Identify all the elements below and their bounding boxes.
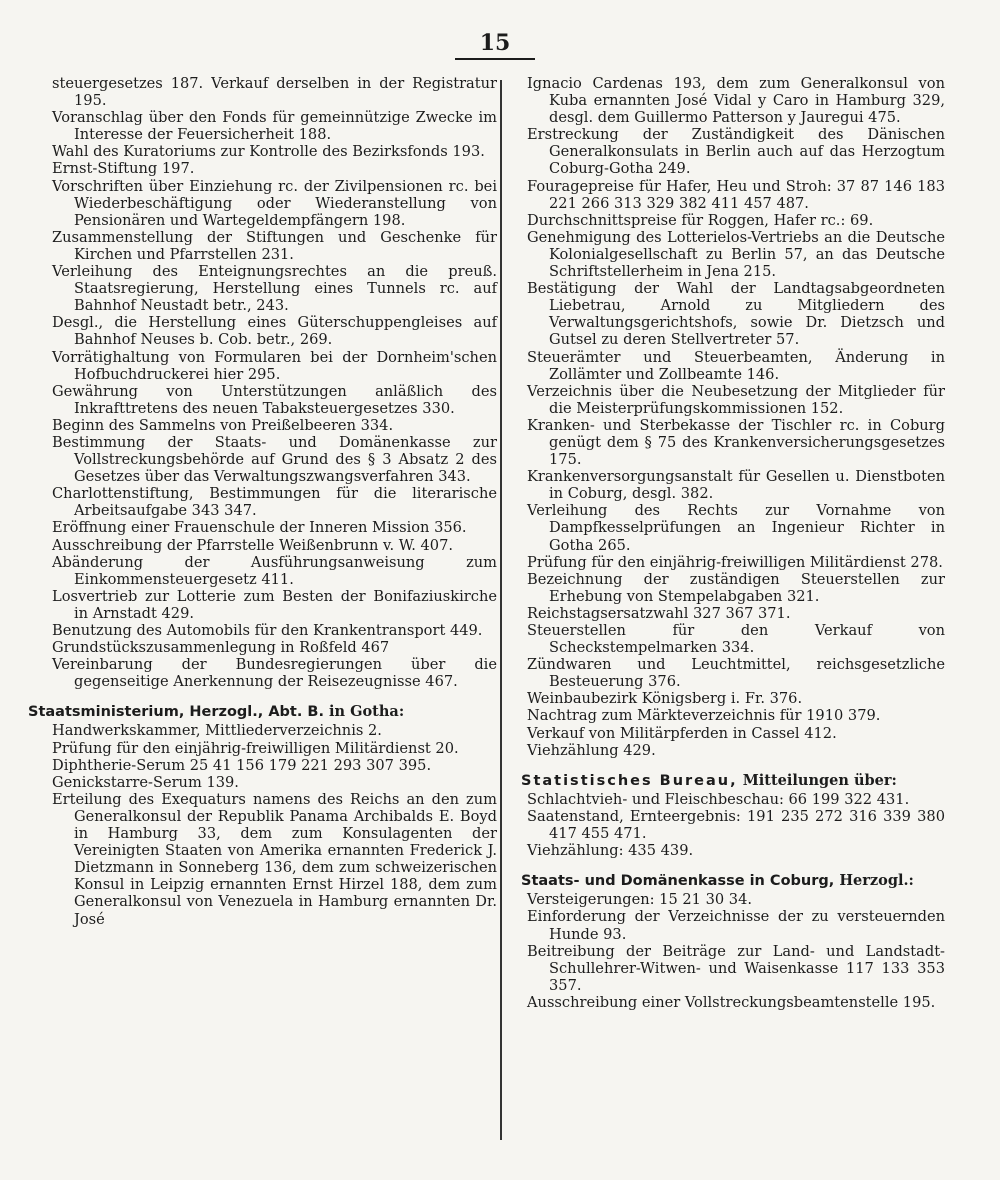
index-entry: Vereinbarung der Bundesregierungen über die gegenseitige Anerkennung der Reisezeugnisse 467. [52,656,497,691]
section-heading-title: Statistisches Bureau, [521,772,738,789]
staatsministerium-entries [52,722,497,927]
index-entry: Steuerstellen für den Verkauf von Scheckstempelmarken 334. [527,622,945,657]
index-entry: steuergesetzes 187. Verkauf derselben in der Registratur 195. [52,75,497,110]
section-heading-suffix: Herzogl.: [839,872,914,890]
staats-und-domaenenkasse-entries [527,891,945,1011]
index-entry: Krankenversorgungsanstalt für Gesellen u. Dienstboten in Coburg, desgl. 382. [527,468,945,503]
index-entry: Verleihung des Enteignungsrechtes an die preuß. Staatsregierung, Herstellung eines Tunnels rc. auf Bahnhof Neustadt betr., 243. [52,263,497,315]
index-entry: Grundstückszusammenlegung in Roßfeld 467 [52,639,390,657]
index-entry: Eröffnung einer Frauenschule der Inneren Mission 356. [52,519,467,537]
index-entry: Benutzung des Automobils für den Krankentransport 449. [52,622,483,639]
index-entry: Verkauf von Militärpferden in Cassel 412. [527,724,837,742]
index-entry: Voranschlag über den Fonds für gemeinnützige Zwecke im Interesse der Feuersicherheit 188. [52,109,497,144]
index-entry: Gewährung von Unterstützungen anläßlich des Inkrafttretens des neuen Tabaksteuergesetzes 330. [52,382,497,417]
right-entries [527,75,945,759]
index-entry: Zündwaren und Leuchtmittel, reichsgesetzliche Besteuerung 376. [527,656,945,691]
section-heading-statistisches-bureau [521,772,945,790]
section-heading-staatsministerium [28,703,497,721]
section-heading-suffix: in Gotha: [329,703,405,721]
index-entry: Ausschreibung der Pfarrstelle Weißenbrunn v. W. 407. [52,536,454,554]
section-heading-title: Staatsministerium, Herzogl., Abt. B. [28,704,324,721]
index-entry: Schlachtvieh- und Fleischbeschau: 66 199 322 431. [527,790,910,808]
index-entry: Prüfung für den einjährig-freiwilligen Militärdienst 278. [527,553,943,571]
page-number: 15 [479,30,511,56]
index-entry: Vorschriften über Einziehung rc. der Zivilpensionen rc. bei Wiederbeschäftigung oder Wiederanstellung von Pensionären und Wartegeldempfängern 198. [52,177,497,229]
index-entry: Ernst-Stiftung 197. [52,160,195,178]
index-entry: Abänderung der Ausführungsanweisung zum Einkommensteuergesetz 411. [52,553,497,588]
index-entry: Ignacio Cardenas 193, dem zum Generalkonsul von Kuba ernannten José Vidal y Caro in Hamburg 329, desgl. dem Guillermo Patterson y Jauregui 475. [527,75,945,127]
statistisches-bureau-entries [527,791,945,859]
index-entry: Prüfung für den einjährig-freiwilligen Militärdienst 20. [52,739,459,757]
index-entry: Losvertrieb zur Lotterie zum Besten der Bonifaziuskirche in Arnstadt 429. [52,587,497,622]
index-entry: Erstreckung der Zuständigkeit des Dänischen Generalkonsulats in Berlin auch auf das Herzogtum Coburg-Gotha 249. [527,126,945,178]
index-entry: Viehzählung 429. [527,741,656,759]
index-entry: Verzeichnis über die Neubesetzung der Mitglieder für die Meisterprüfungskommissionen 152. [527,382,945,417]
index-entry: Erteilung des Exequaturs namens des Reichs an den zum Generalkonsul der Republik Panama Archibalds E. Boyd in Hamburg 33, dem zum Konsulagenten der Vereinigten Staaten von Amerika ernannten Frederick J. Dietzmann in Sonneberg 136, dem zum schweizerischen Konsul in Leipzig ernannten Ernst Hirzel 188, dem zum Generalkonsul von Venezuela in Hamburg ernannten Dr. José [52,790,497,928]
index-entry: Kranken- und Sterbekasse der Tischler rc. in Coburg genügt dem § 75 des Krankenversicherungsgesetzes 175. [527,416,945,469]
left-column [28,75,497,928]
column-divider [500,80,502,1140]
index-entry: Steuerämter und Steuerbeamten, Änderung in Zollämter und Zollbeamte 146. [527,348,945,383]
index-entry: Handwerkskammer, Mittliederverzeichnis 2. [52,722,382,740]
index-entry: Verleihung des Rechts zur Vornahme von Dampfkesselprüfungen an Ingenieur Richter in Gotha 265. [527,502,945,554]
section-heading-title: Staats- und Domänenkasse in Coburg, [521,873,835,890]
section-heading-staats-und-domaenenkasse [521,872,945,890]
header-rule [455,58,535,60]
index-entry: Bestätigung der Wahl der Landtagsabgeordneten Liebetrau, Arnold zu Mitgliedern des Verwaltungsgerichtshofs, sowie Dr. Dietzsch und Gutsel zu deren Stellvertreter 57. [527,280,945,349]
index-entry: Beginn des Sammelns von Preißelbeeren 334. [52,416,394,434]
right-column [521,75,945,1011]
index-entry: Versteigerungen: 15 21 30 34. [527,891,752,909]
index-entry: Saatenstand, Ernteergebnis: 191 235 272 316 339 380 417 455 471. [527,807,945,843]
section-heading-suffix: Mitteilungen über: [742,771,897,789]
index-entry: Weinbaubezirk Königsberg i. Fr. 376. [527,690,803,708]
index-entry: Ausschreibung einer Vollstreckungsbeamtenstelle 195. [527,993,936,1011]
index-entry: Zusammenstellung der Stiftungen und Geschenke für Kirchen und Pfarrstellen 231. [52,228,497,263]
index-entry: Durchschnittspreise für Roggen, Hafer rc.: 69. [527,211,874,229]
index-entry: Diphtherie-Serum 25 41 156 179 221 293 307 395. [52,756,432,774]
index-entry: Beitreibung der Beiträge zur Land- und Landstadt-Schullehrer-Witwen- und Waisenkasse 117 133 353 357. [527,942,945,994]
index-entry: Reichstagsersatzwahl 327 367 371. [527,604,791,622]
index-entry: Viehzählung: 435 439. [527,842,694,860]
index-entry: Charlottenstiftung, Bestimmungen für die literarische Arbeitsaufgabe 343 347. [52,485,497,520]
index-entry: Genickstarre-Serum 139. [52,773,239,791]
index-entry: Wahl des Kuratoriums zur Kontrolle des Bezirksfonds 193. [52,143,485,161]
index-entry: Bezeichnung der zuständigen Steuerstellen zur Erhebung von Stempelabgaben 321. [527,570,945,605]
index-entry: Fouragepreise für Hafer, Heu und Stroh: 37 87 146 183 221 266 313 329 382 411 457 487. [527,177,945,212]
index-entry: Bestimmung der Staats- und Domänenkasse zur Vollstreckungsbehörde auf Grund des § 3 Absatz 2 des Gesetzes über das Verwaltungszwangsverfahren 343. [52,433,497,486]
left-entries [52,75,497,690]
index-entry: Genehmigung des Lotterielos-Vertriebs an die Deutsche Kolonialgesellschaft zu Berlin 57, an das Deutsche Schriftstellerheim in Jena 215. [527,228,945,281]
index-entry: Einforderung der Verzeichnisse der zu versteuernden Hunde 93. [527,908,945,943]
index-entry: Vorrätighaltung von Formularen bei der Dornheim'schen Hofbuchdruckerei hier 295. [52,348,497,383]
index-entry: Desgl., die Herstellung eines Güterschuppengleises auf Bahnhof Neuses b. Cob. betr., 269. [52,314,497,349]
index-entry: Nachtrag zum Märkteverzeichnis für 1910 379. [527,707,881,725]
